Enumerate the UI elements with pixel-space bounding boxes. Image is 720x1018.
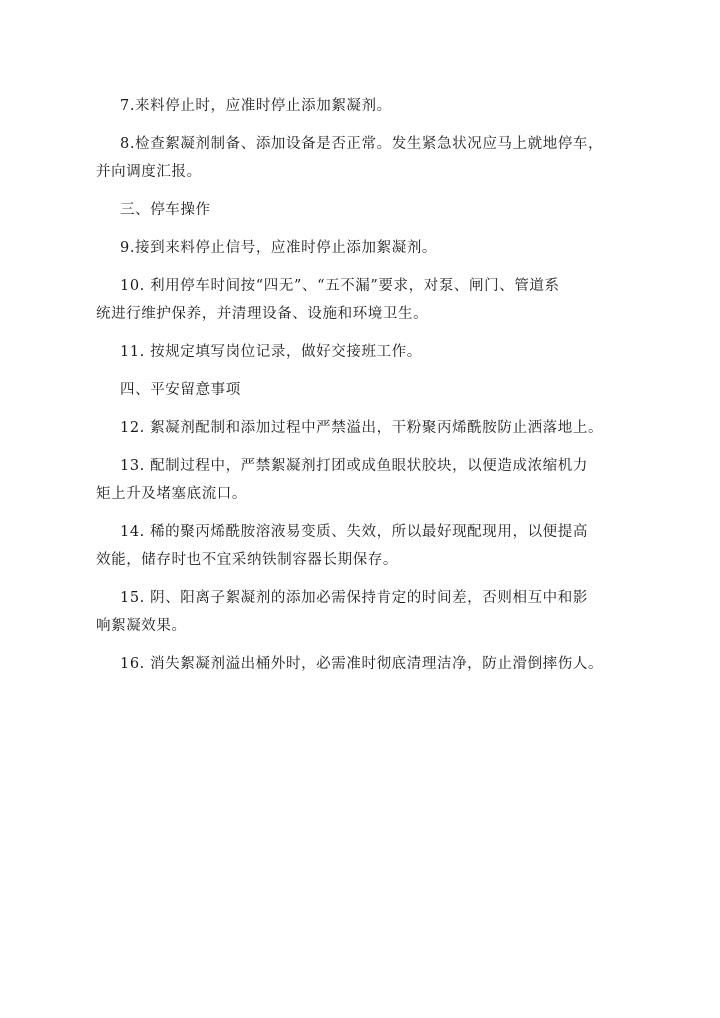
section-heading-3: 三、停车操作 [120, 202, 211, 218]
list-item-8 [96, 130, 612, 186]
list-item-12 [120, 414, 612, 442]
list-item-continuation: 统进行维护保养，并清理设备、设施和环境卫生。 [96, 306, 429, 322]
list-item-16 [120, 650, 612, 678]
list-item-text: 12. 絮凝剂配制和添加过程中严禁溢出，干粉聚丙烯酰胺防止洒落地上。 [120, 420, 604, 436]
list-item-text: 16. 消失絮凝剂溢出桶外时，必需准时彻底清理洁净，防止滑倒摔伤人。 [120, 656, 604, 672]
list-item-text: 10. 利用停车时间按“四无”、“五不漏”要求，对泵、闸门、管道系 [120, 278, 560, 294]
list-item-text: 7.来料停止时，应准时停止添加絮凝剂。 [120, 98, 392, 114]
list-item-7 [120, 92, 612, 120]
list-item-11 [120, 338, 612, 366]
list-item-continuation: 并向调度汇报。 [96, 164, 202, 180]
section-heading-4: 四、平安留意事项 [120, 382, 241, 398]
list-item-text: 9.接到来料停止信号，应准时停止添加絮凝剂。 [120, 240, 438, 256]
list-item-10 [96, 272, 612, 328]
list-item-text: 15. 阴、阳离子絮凝剂的添加必需保持肯定的时间差，否则相互中和影 [120, 590, 588, 606]
document-body [96, 92, 612, 688]
list-item-14 [96, 518, 612, 574]
list-item-continuation: 效能，储存时也不宜采纳铁制容器长期保存。 [96, 552, 398, 568]
list-item-continuation: 响絮凝效果。 [96, 618, 187, 634]
list-item-text: 11. 按规定填写岗位记录，做好交接班工作。 [120, 344, 422, 360]
list-item-continuation: 矩上升及堵塞底流口。 [96, 486, 247, 502]
list-item-15 [96, 584, 612, 640]
list-item-9 [120, 234, 612, 262]
list-item-13 [96, 452, 612, 508]
list-item-text: 8.检查絮凝剂制备、添加设备是否正常。发生紧急状况应马上就地停车， [120, 136, 604, 152]
list-item-text: 13. 配制过程中，严禁絮凝剂打团或成鱼眼状胶块，以便造成浓缩机力 [120, 458, 588, 474]
list-item-text: 14. 稀的聚丙烯酰胺溶液易变质、失效，所以最好现配现用，以便提高 [120, 524, 588, 540]
